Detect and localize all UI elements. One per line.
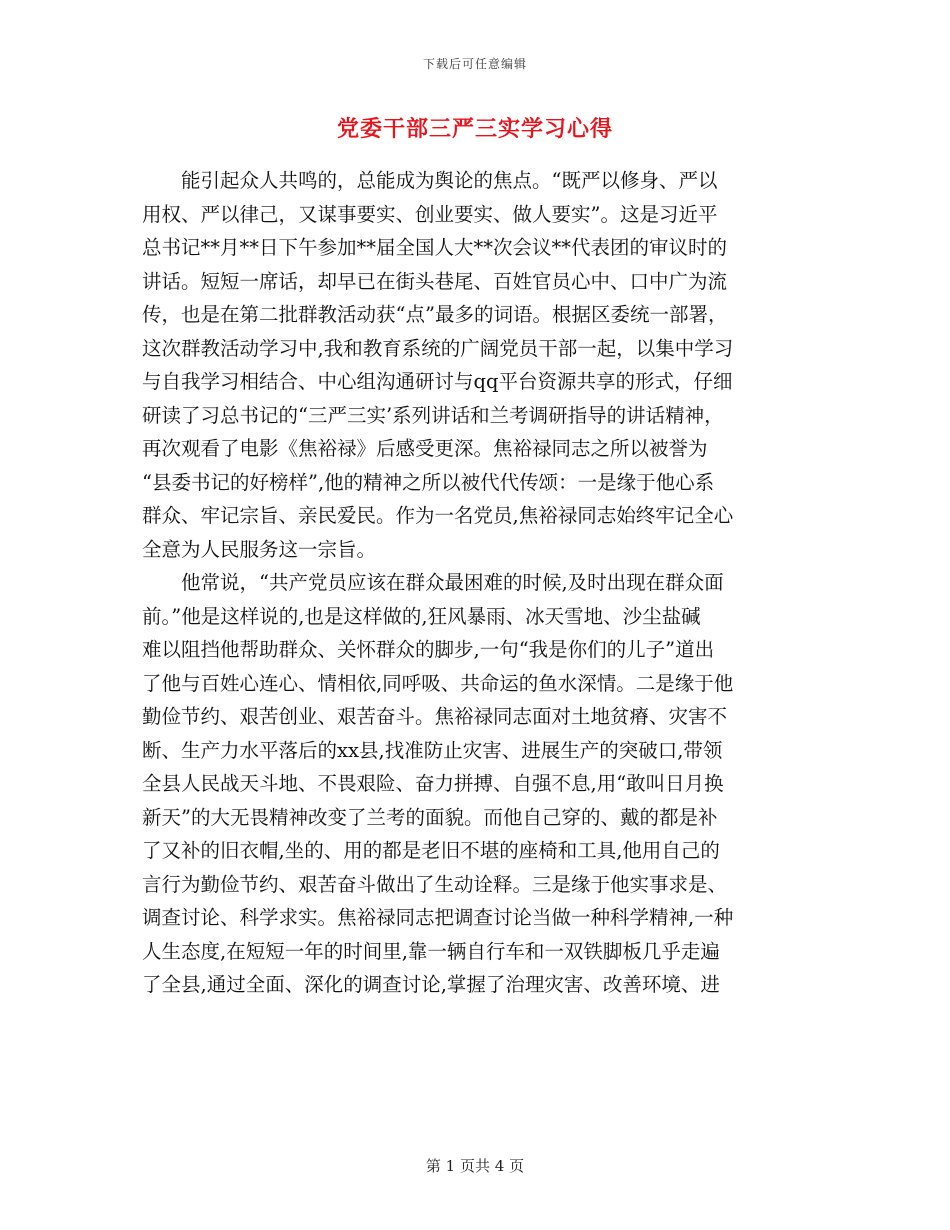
text-line: 言行为勤俭节约、艰苦奋斗做出了生动诠释。三是缘于他实事求是、 [142, 872, 728, 896]
text-line: “县委书记的好榜样”,他的精神之所以被代代传颂：一是缘于他心系 [142, 470, 715, 494]
paragraph-1 [142, 164, 812, 566]
text-line: 前。”他是这样说的,也是这样做的,狂风暴雨、冰天雪地、沙尘盐碱 [142, 604, 701, 628]
text-line: 断、生产力水平落后的xx县,找准防止灾害、进展生产的突破口,带领 [142, 738, 723, 762]
text-line: 研读了习总书记的“三严三实’系列讲话和兰考调研指导的讲话精神， [142, 403, 724, 427]
text-line: 勤俭节约、艰苦创业、艰苦奋斗。焦裕禄同志面对土地贫瘠、灾害不 [142, 705, 728, 728]
document-body [142, 164, 812, 1002]
text-line: 能引起众人共鸣的，总能成为舆论的焦点。“既严以修身、严以 [142, 169, 718, 192]
text-line: 全意为人民服务这一宗旨。 [142, 537, 377, 561]
text-line: 人生态度,在短短一年的时间里,靠一辆自行车和一双铁脚板几乎走遍 [142, 939, 720, 963]
text-line: 新天”的大无畏精神改变了兰考的面貌。而他自己穿的、戴的都是补 [142, 805, 718, 829]
text-line: 了他与百姓心连心、情相依,同呼吸、共命运的鱼水深情。二是缘于他 [142, 671, 734, 695]
text-line: 用权、严以律己，又谋事要实、创业要实、做人要实”。这是习近平 [142, 202, 718, 226]
text-line: 全县人民战天斗地、不畏艰险、奋力拼搏、自强不息,用“敢叫日月换 [142, 772, 724, 795]
download-note: 下载后可任意编辑 [422, 57, 527, 71]
paragraph-2 [142, 566, 812, 1002]
text-line: 他常说，“共产党员应该在群众最困难的时候,及时出现在群众面 [142, 571, 724, 594]
text-line: 了又补的旧衣帽,坐的、用的都是老旧不堪的座椅和工具,他用自己的 [142, 839, 720, 862]
text-line: 讲话。短短一席话，却早已在街头巷尾、百姓官员心中、口中广为流 [142, 269, 728, 293]
text-line: 与自我学习相结合、中心组沟通研讨与qq平台资源共享的形式，仔细 [142, 370, 733, 393]
text-line: 调查讨论、科学求实。焦裕禄同志把调查讨论当做一种科学精神,一种 [142, 906, 734, 929]
page-number: 第 1 页共 4 页 [425, 1157, 525, 1175]
text-line: 难以阻挡他帮助群众、关怀群众的脚步,一句“我是你们的儿子”道出 [142, 638, 715, 661]
text-line: 传，也是在第二批群教活动获“点”最多的词语。根据区委统一部署， [142, 303, 728, 326]
text-line: 这次群教活动学习中,我和教育系统的广阔党员干部一起，以集中学习 [142, 336, 734, 360]
text-line: 了全县,通过全面、深化的调查讨论,掌握了治理灾害、改善环境、进 [142, 973, 720, 996]
document-title: 党委干部三严三实学习心得 [336, 116, 613, 142]
text-line: 总书记**月**日下午参加**届全国人大**次会议**代表团的审议时的 [142, 236, 728, 259]
text-line: 再次观看了电影《焦裕禄》后感受更深。焦裕禄同志之所以被誉为 [142, 437, 708, 460]
text-line: 群众、牢记宗旨、亲民爱民。作为一名党员,焦裕禄同志始终牢记全心 [142, 504, 734, 527]
